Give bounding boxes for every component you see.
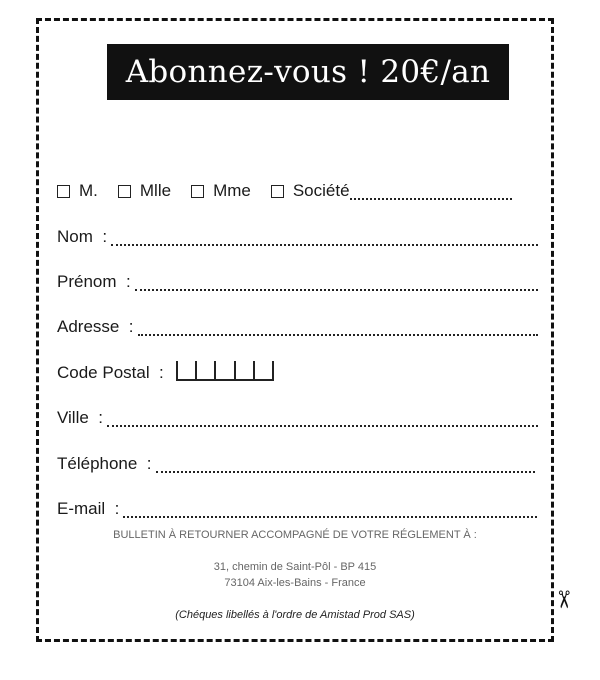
field-prenom (57, 269, 538, 295)
field-label-nom: Nom : (57, 227, 108, 246)
checkbox-icon[interactable] (191, 185, 204, 198)
postal-digit-box[interactable] (176, 361, 195, 381)
field-email (57, 496, 537, 522)
postal-digit-box[interactable] (234, 361, 253, 381)
civility-option-mme[interactable] (191, 181, 251, 201)
field-label-telephone: Téléphone : (57, 454, 152, 473)
postal-digit-box[interactable] (195, 361, 214, 381)
civility-label-societe: Société (292, 181, 350, 200)
field-label-email: E-mail : (57, 499, 120, 518)
field-telephone (57, 451, 535, 477)
checkbox-icon[interactable] (118, 185, 131, 198)
civility-label-mlle: Mlle (139, 181, 172, 200)
checkbox-icon[interactable] (271, 185, 284, 198)
subscription-title: Abonnez-vous ! 20€/an (107, 44, 509, 100)
scissors-icon: ✂ (549, 589, 577, 610)
nom-input-line[interactable] (111, 229, 538, 246)
field-label-adresse: Adresse : (57, 317, 134, 336)
postal-digit-box[interactable] (214, 361, 233, 381)
field-adresse (57, 314, 538, 340)
field-ville (57, 405, 538, 431)
societe-input-line[interactable] (350, 183, 512, 200)
field-label-prenom: Prénom : (57, 272, 131, 291)
adresse-input-line[interactable] (138, 319, 538, 336)
field-nom (57, 224, 538, 250)
field-label-ville: Ville : (57, 408, 103, 427)
cheque-note: (Chéques libellés à l'ordre de Amistad Prod SAS) (175, 609, 415, 621)
return-instruction: BULLETIN À RETOURNER ACCOMPAGNÉ DE VOTRE RÉGLEMENT À : (113, 529, 477, 541)
postal-digit-box[interactable] (253, 361, 274, 381)
civility-options (57, 178, 512, 204)
postal-code-input-boxes[interactable] (176, 361, 274, 381)
civility-option-societe[interactable] (271, 181, 512, 201)
address-line-2: 73104 Aix-les-Bains - France (224, 577, 366, 589)
ville-input-line[interactable] (107, 410, 538, 427)
prenom-input-line[interactable] (135, 274, 538, 291)
civility-label-m: M. (79, 181, 98, 200)
civility-option-m[interactable] (57, 181, 98, 201)
email-input-line[interactable] (123, 501, 537, 518)
field-code-postal (57, 360, 164, 386)
address-line-1: 31, chemin de Saint-Pôl - BP 415 (213, 561, 377, 573)
telephone-input-line[interactable] (156, 456, 535, 473)
civility-option-mlle[interactable] (118, 181, 171, 201)
civility-label-mme: Mme (213, 181, 251, 200)
field-label-code-postal: Code Postal : (57, 363, 164, 382)
checkbox-icon[interactable] (57, 185, 70, 198)
